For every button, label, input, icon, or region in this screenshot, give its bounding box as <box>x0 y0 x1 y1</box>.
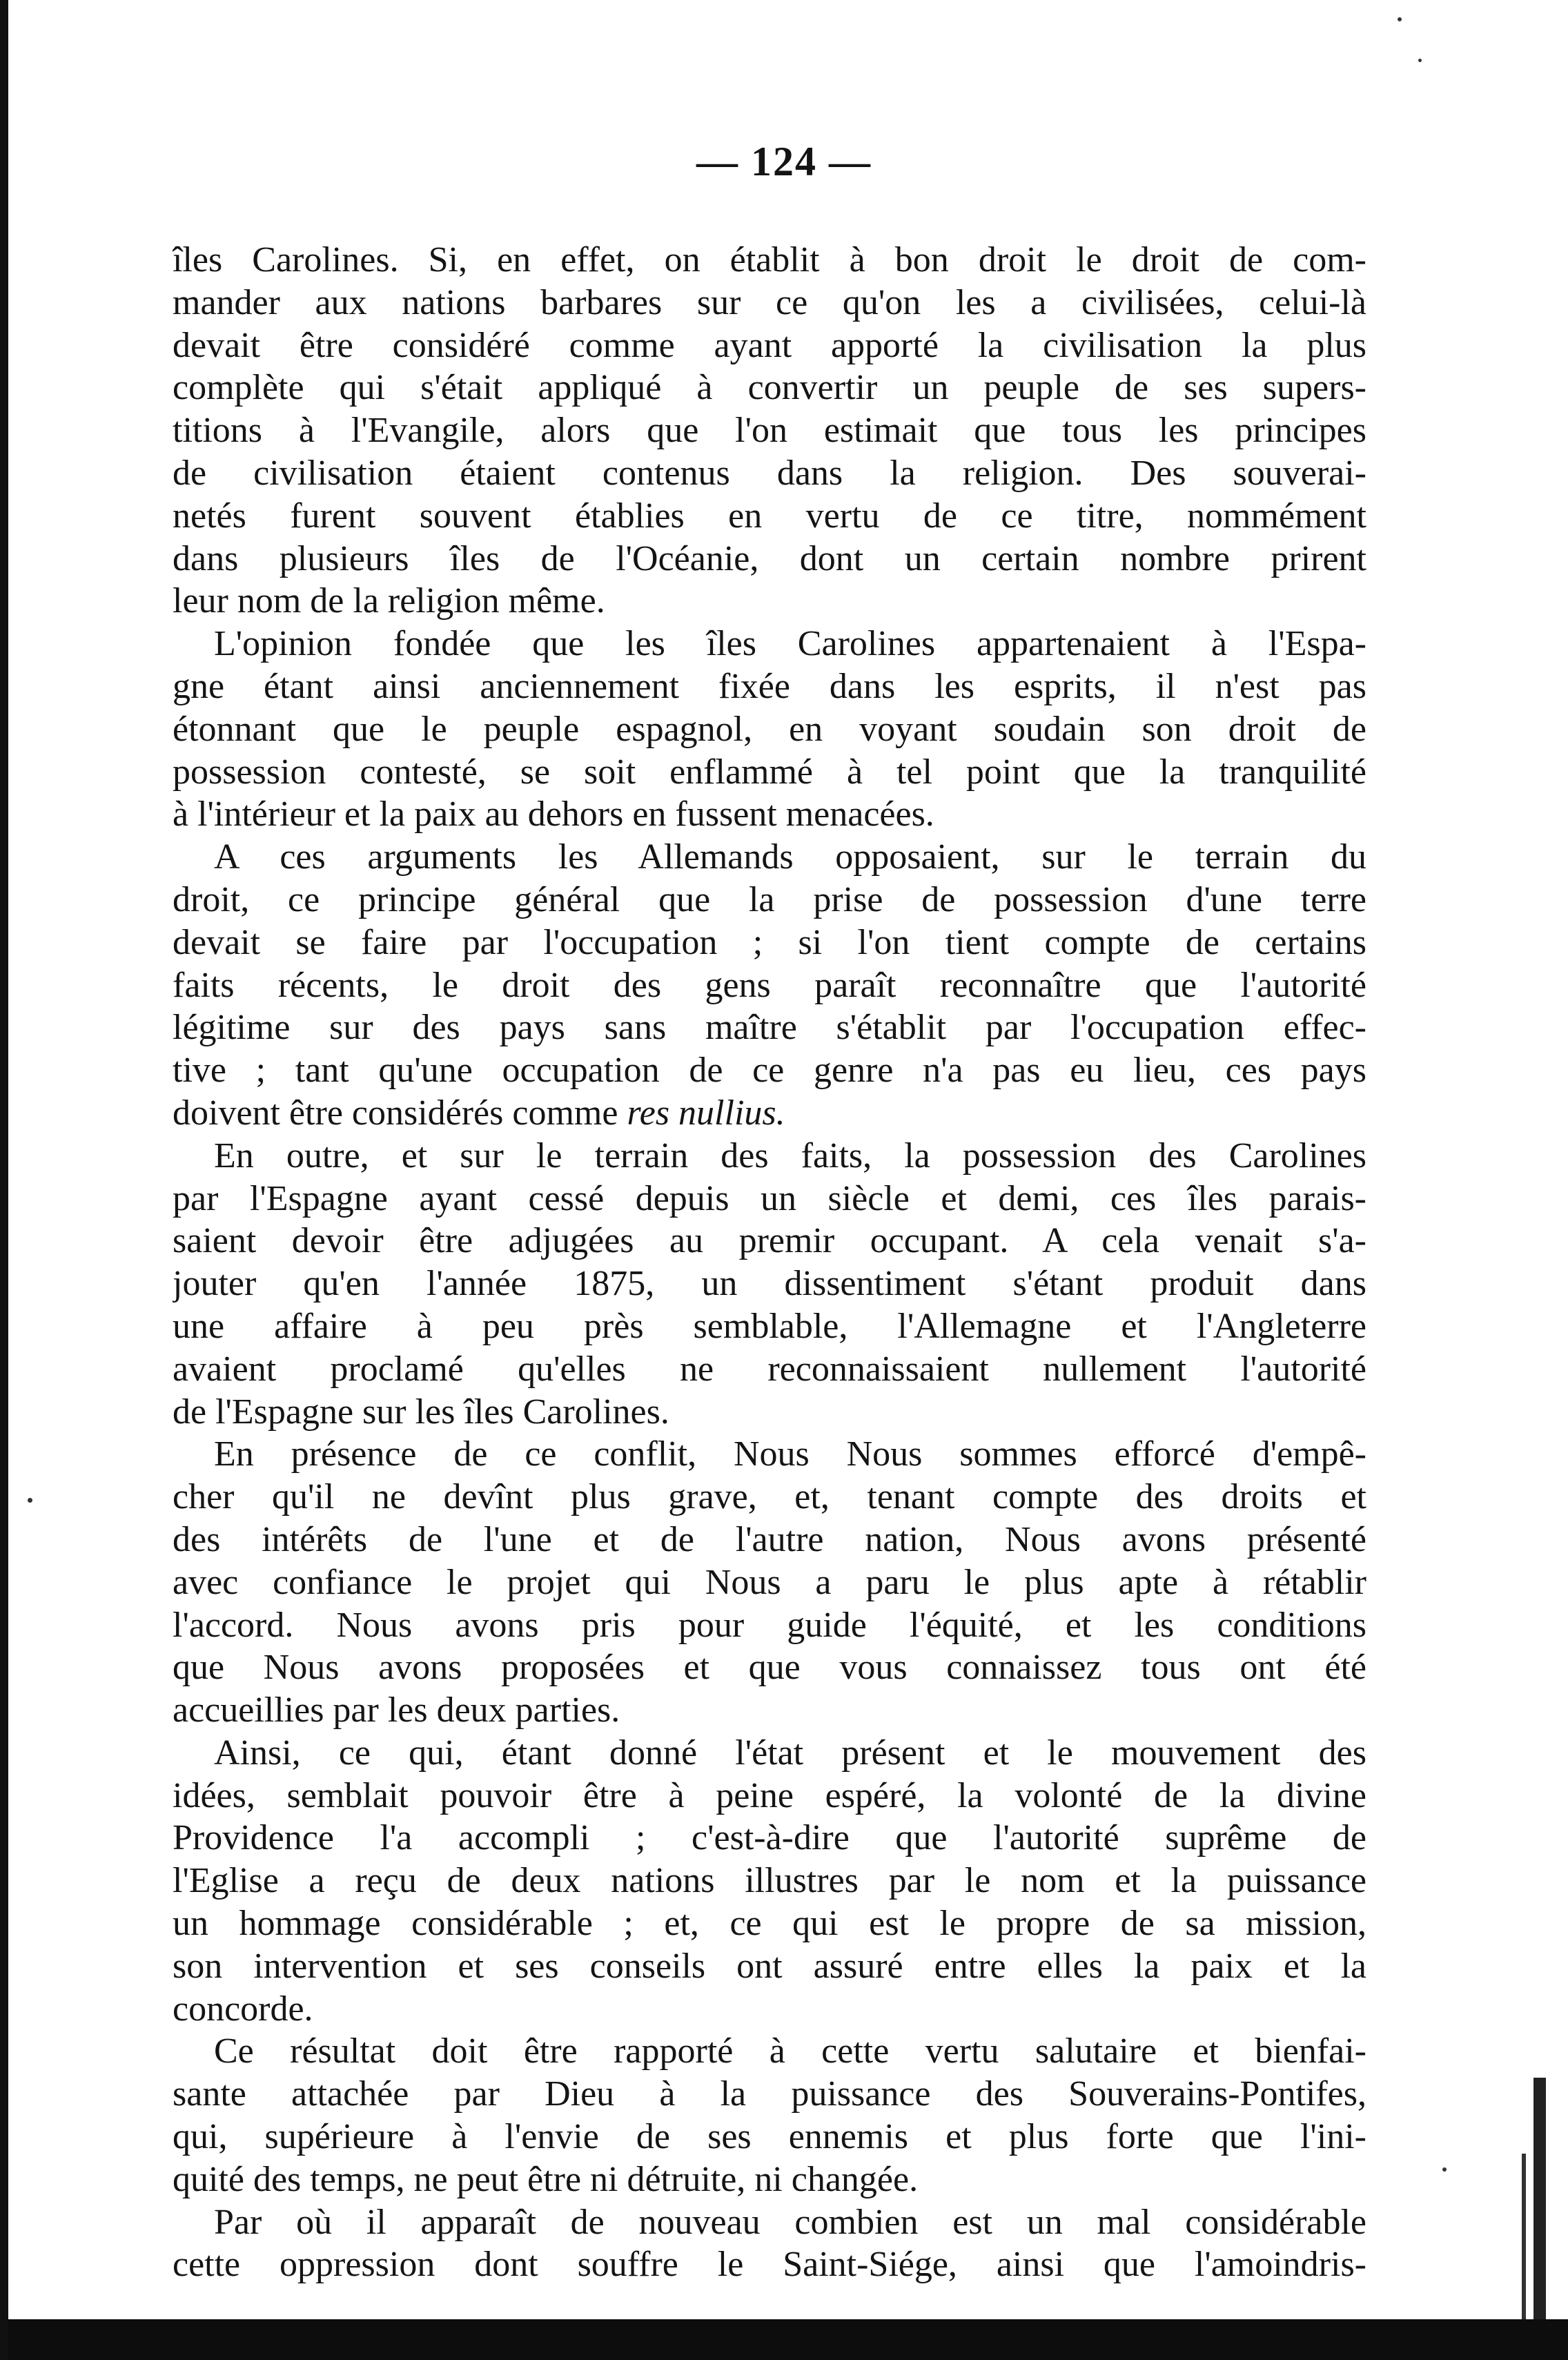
text-line <box>173 2201 1366 2244</box>
text-line <box>173 2158 1366 2201</box>
text-line-content: un hommage considérable ; et, ce qui est le propre de sa mission, <box>173 1904 1366 1944</box>
body-text <box>173 239 1366 2286</box>
text-line-content: de l'Espagne sur les îles Carolines. <box>173 1392 669 1432</box>
text-line <box>173 239 1366 282</box>
text-line <box>173 1775 1366 1817</box>
text-line-content: concorde. <box>173 1989 313 2029</box>
text-line-content: idées, semblait pouvoir être à peine espéré, la volonté de la divine <box>173 1775 1366 1815</box>
text-line-content: jouter qu'en l'année 1875, un dissentiment s'étant produit dans <box>173 1264 1366 1304</box>
text-line-content: A ces arguments les Allemands opposaient, sur le terrain du <box>214 837 1366 877</box>
text-line <box>173 452 1366 495</box>
text-line <box>173 538 1366 581</box>
text-line <box>173 2073 1366 2116</box>
scan-speck <box>1418 59 1422 62</box>
text-line-content: Providence l'a accompli ; c'est-à-dire que l'autorité suprême de <box>173 1818 1366 1858</box>
text-line-content: leur nom de la religion même. <box>173 581 605 621</box>
text-line <box>173 1561 1366 1604</box>
text-line-content: droit, ce principe général que la prise de possession d'une terre <box>173 879 1366 919</box>
text-line-content: possession contesté, se soit enflammé à tel point que la tranquilité <box>173 752 1366 792</box>
text-line-content: mander aux nations barbares sur ce qu'on les a civilisées, celui-là <box>173 282 1366 322</box>
text-line <box>173 1092 1366 1135</box>
text-line-content: quité des temps, ne peut être ni détruite, ni changée. <box>173 2159 919 2199</box>
text-line-content: Ce résultat doit être rapporté à cette vertu salutaire et bienfai- <box>214 2031 1366 2071</box>
text-line <box>173 1348 1366 1391</box>
text-line-content: accueillies par les deux parties. <box>173 1690 620 1730</box>
text-line <box>173 879 1366 921</box>
text-line <box>173 1519 1366 1561</box>
text-line <box>173 793 1366 836</box>
text-line <box>173 921 1366 964</box>
italic-term: res nullius. <box>627 1093 785 1133</box>
text-line <box>173 495 1366 538</box>
text-line-content: avaient proclamé qu'elles ne reconnaissaient nullement l'autorité <box>173 1349 1366 1389</box>
text-line-content: doivent être considérés comme <box>173 1093 627 1133</box>
text-line <box>173 1433 1366 1476</box>
scan-speck <box>1398 17 1402 21</box>
text-line-content: îles Carolines. Si, en effet, on établit à bon droit le droit de com- <box>173 240 1366 280</box>
text-line <box>173 1049 1366 1092</box>
text-line-content: l'Eglise a reçu de deux nations illustres par le nom et la puissance <box>173 1861 1366 1901</box>
scan-bottom-edge <box>8 2319 1568 2360</box>
text-line <box>173 1902 1366 1945</box>
text-line-content: netés furent souvent établies en vertu de ce titre, nommément <box>173 496 1366 536</box>
text-line-content: l'accord. Nous avons pris pour guide l'équité, et les conditions <box>173 1605 1366 1645</box>
text-line <box>173 1945 1366 1988</box>
text-line <box>173 2116 1366 2158</box>
text-line <box>173 1135 1366 1178</box>
scan-right-edge-mark-thin <box>1522 2154 1526 2319</box>
text-line <box>173 623 1366 665</box>
text-line-content: Ainsi, ce qui, étant donné l'état présent et le mouvement des <box>214 1733 1366 1773</box>
scan-right-edge-mark <box>1533 2078 1546 2319</box>
text-line <box>173 2030 1366 2073</box>
text-line-content: dans plusieurs îles de l'Océanie, dont un certain nombre prirent <box>173 538 1366 578</box>
text-line-content: son intervention et ses conseils ont assuré entre elles la paix et la <box>173 1946 1366 1986</box>
text-line-content: En outre, et sur le terrain des faits, la possession des Carolines <box>214 1135 1366 1176</box>
text-line <box>173 1305 1366 1348</box>
text-line-content: qui, supérieure à l'envie de ses ennemis et plus forte que l'ini- <box>173 2117 1366 2157</box>
text-line <box>173 2243 1366 2286</box>
text-line <box>173 665 1366 708</box>
text-line <box>173 1178 1366 1220</box>
text-line-content: titions à l'Evangile, alors que l'on estimait que tous les principes <box>173 411 1366 451</box>
text-line-content: que Nous avons proposées et que vous connaissez tous ont été <box>173 1648 1366 1688</box>
text-line <box>173 751 1366 794</box>
text-line <box>173 1006 1366 1049</box>
text-line-content: cher qu'il ne devînt plus grave, et, tenant compte des droits et <box>173 1477 1366 1517</box>
page-number: — 124 — <box>696 139 872 184</box>
text-line-content: L'opinion fondée que les îles Carolines appartenaient à l'Espa- <box>214 624 1366 664</box>
text-line <box>173 1220 1366 1262</box>
scan-speck <box>28 1498 32 1503</box>
text-line <box>173 1817 1366 1860</box>
text-line-content: de civilisation étaient contenus dans la religion. Des souverai- <box>173 453 1366 493</box>
text-line-content: faits récents, le droit des gens paraît reconnaître que l'autorité <box>173 965 1366 1005</box>
text-line <box>173 836 1366 879</box>
text-line <box>173 1391 1366 1434</box>
text-line <box>173 1262 1366 1305</box>
text-line <box>173 324 1366 367</box>
text-line <box>173 1732 1366 1775</box>
text-line-content: étonnant que le peuple espagnol, en voyant soudain son droit de <box>173 709 1366 749</box>
text-line-content: à l'intérieur et la paix au dehors en fussent menacées. <box>173 794 934 835</box>
text-line-content: complète qui s'était appliqué à convertir un peuple de ses supers- <box>173 368 1366 408</box>
text-line <box>173 1604 1366 1647</box>
scan-left-edge <box>0 0 8 2360</box>
text-line-content: sante attachée par Dieu à la puissance des Souverains-Pontifes, <box>173 2074 1366 2114</box>
text-line <box>173 708 1366 751</box>
scan-speck <box>1442 2167 1447 2172</box>
text-line-content: Par où il apparaît de nouveau combien est un mal considérable <box>214 2202 1366 2242</box>
text-line <box>173 367 1366 409</box>
text-line <box>173 1860 1366 1902</box>
text-line-content: avec confiance le projet qui Nous a paru le plus apte à rétablir <box>173 1562 1366 1602</box>
text-line <box>173 1988 1366 2031</box>
text-line-content: gne étant ainsi anciennement fixée dans les esprits, il n'est pas <box>173 666 1366 706</box>
text-line <box>173 1689 1366 1732</box>
text-line <box>173 580 1366 623</box>
text-line-content: devait se faire par l'occupation ; si l'on tient compte de certains <box>173 922 1366 962</box>
text-line-content: En présence de ce conflit, Nous Nous sommes efforcé d'empê- <box>214 1434 1366 1474</box>
text-line-content: par l'Espagne ayant cessé depuis un siècle et demi, ces îles parais- <box>173 1178 1366 1218</box>
text-line <box>173 409 1366 452</box>
text-line <box>173 282 1366 324</box>
text-line-content: des intérêts de l'une et de l'autre nation, Nous avons présenté <box>173 1519 1366 1559</box>
text-line-content: légitime sur des pays sans maître s'établit par l'occupation effec- <box>173 1008 1366 1048</box>
text-line-content: tive ; tant qu'une occupation de ce genre n'a pas eu lieu, ces pays <box>173 1051 1366 1091</box>
text-line <box>173 964 1366 1007</box>
text-line-content: saient devoir être adjugées au premir occupant. A cela venait s'a- <box>173 1221 1366 1261</box>
text-line-content: devait être considéré comme ayant apporté la civilisation la plus <box>173 325 1366 365</box>
text-line-content: une affaire à peu près semblable, l'Allemagne et l'Angleterre <box>173 1306 1366 1346</box>
text-line <box>173 1476 1366 1519</box>
text-line-content: cette oppression dont souffre le Saint-Siége, ainsi que l'amoindris- <box>173 2245 1366 2285</box>
text-line <box>173 1646 1366 1689</box>
